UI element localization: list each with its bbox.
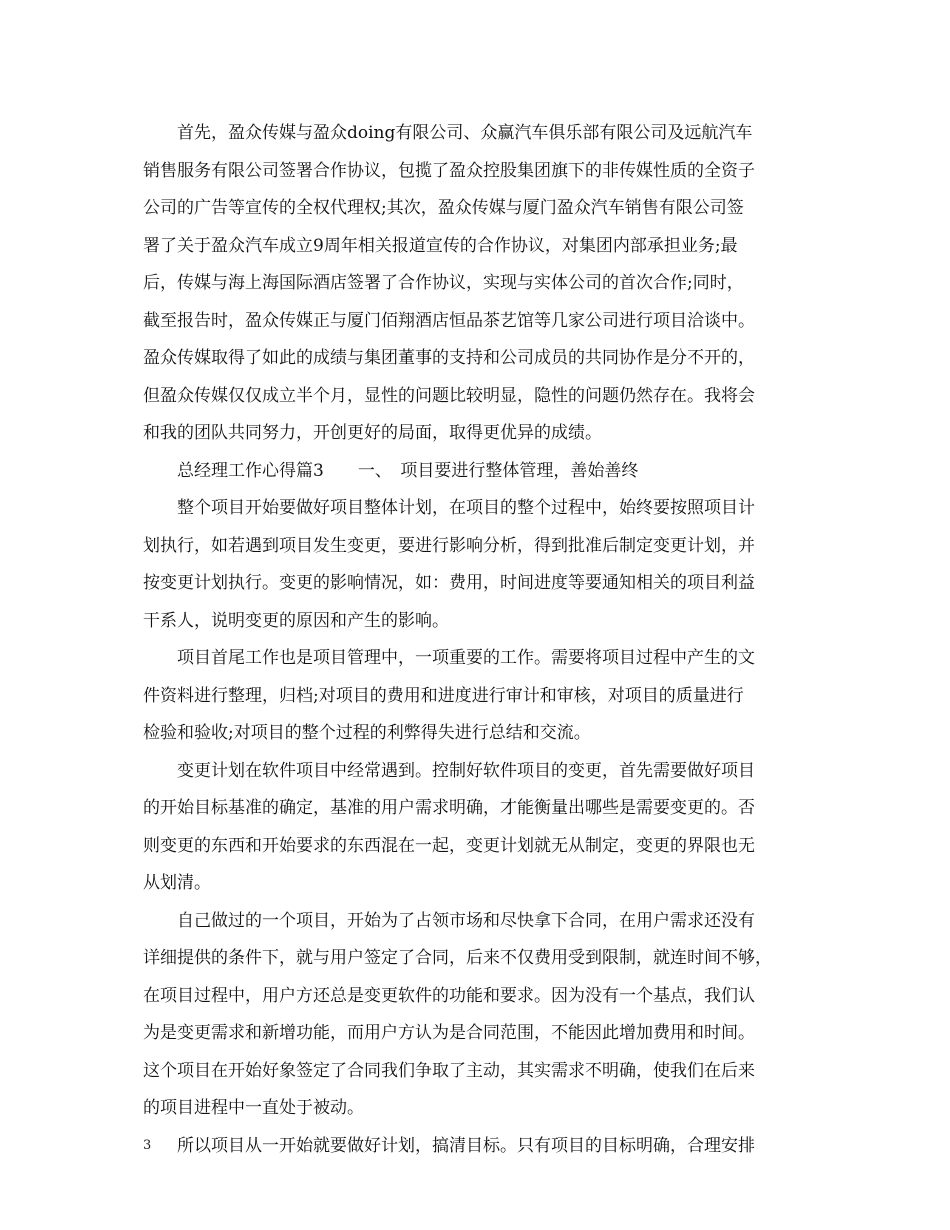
text-line: 首先，盈众传媒与盈众doing有限公司、众赢汽车俱乐部有限公司及远航汽车 xyxy=(177,123,753,143)
text-line: 检验和验收;对项目的整个过程的利弊得失进行总结和交流。 xyxy=(143,723,591,743)
text-line: 的项目进程中一直处于被动。 xyxy=(143,1098,364,1118)
text-line: 自己做过的一个项目，开始为了占领市场和尽快拿下合同，在用户需求还没有 xyxy=(177,910,755,931)
text-line: 销售服务有限公司签署合作协议，包揽了盈众控股集团旗下的非传媒性质的全资子 xyxy=(143,160,755,181)
text-line: 按变更计划执行。变更的影响情况，如：费用，时间进度等要通知相关的项目利益 xyxy=(143,573,755,593)
text-line: 署了关于盈众汽车成立9周年相关报道宣传的合作协议，对集团内部承担业务;最 xyxy=(143,235,738,256)
text-line: 后，传媒与海上海国际酒店签署了合作协议，实现与实体公司的首次合作;同时， xyxy=(143,273,744,293)
text-line: 详细提供的条件下，就与用户签定了合同，后来不仅费用受到限制，就连时间不够， xyxy=(143,948,772,968)
text-line: 整个项目开始要做好项目整体计划，在项目的整个过程中，始终要按照项目计 xyxy=(177,498,755,518)
text-line: 的开始目标基准的确定，基准的用户需求明确，才能衡量出哪些是需要变更的。否 xyxy=(143,798,755,818)
text-line: 所以项目从一开始就要做好计划，搞清目标。只有项目的目标明确，合理安排 xyxy=(177,1135,755,1156)
text-line: 变更计划在软件项目中经常遇到。控制好软件项目的变更，首先需要做好项目 xyxy=(177,760,755,781)
text-line: 件资料进行整理，归档;对项目的费用和进度进行审计和审核，对项目的质量进行 xyxy=(143,685,744,706)
text-line: 则变更的东西和开始要求的东西混在一起，变更计划就无从制定，变更的界限也无 xyxy=(143,835,755,856)
body-text xyxy=(143,115,813,1165)
text-line: 划执行，如若遇到项目发生变更，要进行影响分析，得到批准后制定变更计划，并 xyxy=(143,535,755,556)
text-line: 从划清。 xyxy=(143,873,211,893)
text-line: 和我的团队共同努力，开创更好的局面，取得更优异的成绩。 xyxy=(143,423,602,443)
text-line: 这个项目在开始好象签定了合同我们争取了主动，其实需求不明确，使我们在后来 xyxy=(143,1060,755,1081)
text-line: 盈众传媒取得了如此的成绩与集团董事的支持和公司成员的共同协作是分不开的， xyxy=(143,348,755,368)
text-line: 为是变更需求和新增功能，而用户方认为是合同范围，不能因此增加费用和时间。 xyxy=(143,1023,755,1043)
page-number: 3 xyxy=(143,1138,152,1153)
text-line: 在项目过程中，用户方还总是变更软件的功能和要求。因为没有一个基点，我们认 xyxy=(143,985,755,1006)
text-line: 干系人，说明变更的原因和产生的影响。 xyxy=(143,610,449,631)
text-line: 但盈众传媒仅仅成立半个月，显性的问题比较明显，隐性的问题仍然存在。我将会 xyxy=(143,385,755,406)
text-line: 项目首尾工作也是项目管理中，一项重要的工作。需要将项目过程中产生的文 xyxy=(177,648,755,668)
section-heading: 总经理工作心得篇3 一、 项目要进行整体管理，善始善终 xyxy=(177,460,639,481)
text-line: 截至报告时，盈众传媒正与厦门佰翔酒店恒品茶艺馆等几家公司进行项目洽谈中。 xyxy=(143,310,755,331)
text-line: 公司的广告等宣传的全权代理权;其次，盈众传媒与厦门盈众汽车销售有限公司签 xyxy=(143,198,744,218)
